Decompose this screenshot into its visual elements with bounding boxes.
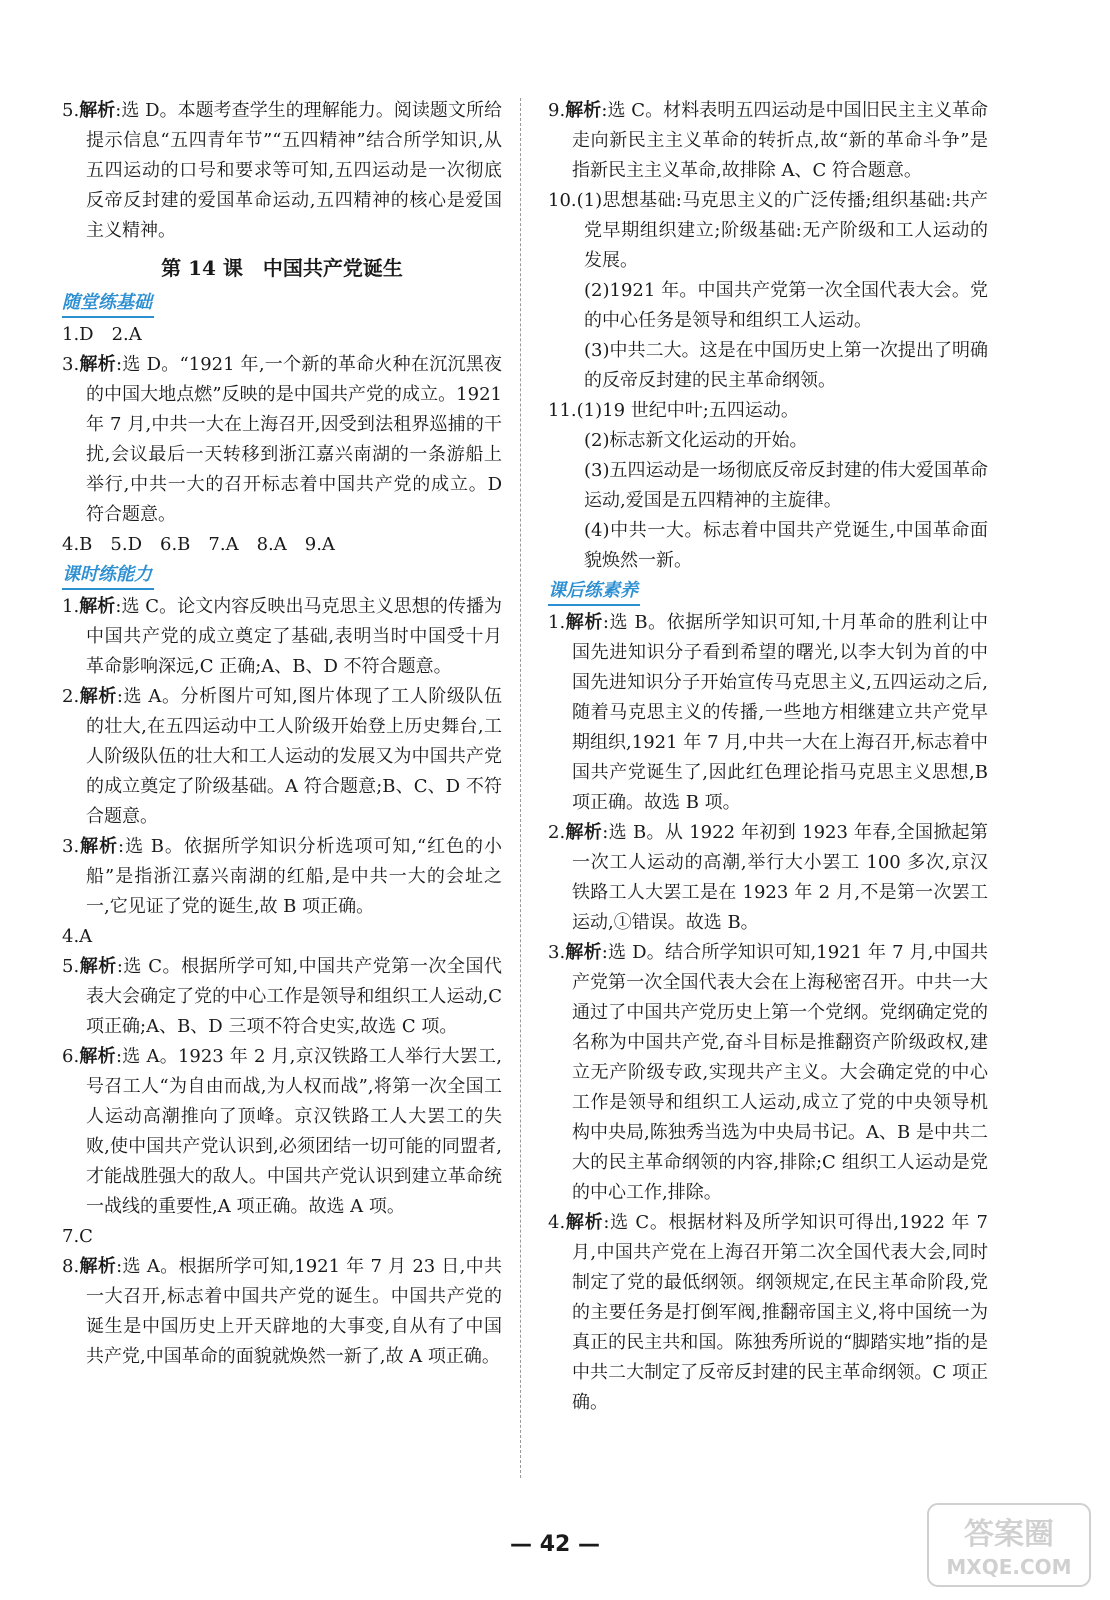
answer-b11-4: (4)中共一大。标志着中国共产党诞生,中国革命面貌焕然一新。	[584, 520, 988, 571]
answers-4-9: 4.B 5.D 6.B 7.A 8.A 9.A	[62, 534, 335, 555]
answer-b10-2: (2)1921 年。中国共产党第一次全国代表大会。党的中心任务是领导和组织工人运动。	[584, 280, 988, 331]
answer-b2: 2.解析:选 A。分析图片可知,图片体现了工人阶级队伍的壮大,在五四运动中工人阶级开始登上历史舞台,工人阶级队伍的壮大和工人运动的发展又为中国共产党的成立奠定了阶级基础。A 符合题意;B、C、D 不符合题意。	[62, 686, 502, 827]
answer-b3: 3.解析:选 B。依据所学知识分析选项可知,“红色的小船”是指浙江嘉兴南湖的红船,是中共一大的会址之一,它见证了党的诞生,故 B 项正确。	[62, 836, 502, 917]
answer-c2: 2.解析:选 B。从 1922 年初到 1923 年春,全国掀起第一次工人运动的高潮,举行大小罢工 100 多次,京汉铁路工人大罢工是在 1923 年 2 月,不是第一次罢工运动,①错误。故选 B。	[548, 822, 989, 933]
lesson-title: 第 14 课 中国共产党诞生	[161, 256, 403, 280]
answers-1-2: 1.D 2.A	[62, 324, 142, 345]
answer-b11-3: (3)五四运动是一场彻底反帝反封建的伟大爱国革命运动,爱国是五四精神的主旋律。	[584, 460, 988, 511]
answer-b10-3: (3)中共二大。这是在中国历史上第一次提出了明确的反帝反封建的民主革命纲领。	[584, 340, 988, 391]
answer-c4: 4.解析:选 C。根据材料及所学知识可得出,1922 年 7 月,中国共产党在上海召开第二次全国代表大会,同时制定了党的最低纲领。纲领规定,在民主革命阶段,党的主要任务是打倒军阀,推翻帝国主义,将中国统一为真正的民主共和国。陈独秀所说的“脚踏实地”指的是中共二大制定了反帝反封建的民主革命纲领。C 项正确。	[548, 1212, 989, 1413]
answer-b5: 5.解析:选 C。根据所学可知,中国共产党第一次全国代表大会确定了党的中心工作是领导和组织工人运动,C 项正确;A、B、D 三项不符合史实,故选 C 项。	[62, 956, 502, 1037]
answer-b9: 9.解析:选 C。材料表明五四运动是中国旧民主主义革命走向新民主主义革命的转折点,故“新的革命斗争”是指新民主主义革命,故排除 A、C 符合题意。	[548, 100, 989, 181]
answer-b10-1: 10.(1)思想基础:马克思主义的广泛传播;组织基础:共产党早期组织建立;阶级基础:无产阶级和工人运动的发展。	[548, 190, 988, 271]
section-heading-practice-basics: 随堂练基础	[62, 290, 154, 318]
svg-text:答案圈: 答案圈	[964, 1517, 1054, 1552]
answer-b8: 8.解析:选 A。根据所学可知,1921 年 7 月 23 日,中共一大召开,标志着中国共产党的诞生。中国共产党的诞生是中国历史上开天辟地的大事变,自从有了中国共产党,中国革命的面貌就焕然一新了,故 A 项正确。	[62, 1256, 502, 1367]
answer-b1: 1.解析:选 C。论文内容反映出马克思主义思想的传播为中国共产党的成立奠定了基础,表明当时中国受十月革命影响深远,C 正确;A、B、D 不符合题意。	[62, 596, 503, 677]
right-column	[548, 96, 988, 1418]
answer-b7: 7.C	[62, 1226, 93, 1247]
page-number: — 42 —	[510, 1532, 600, 1557]
section-heading-lesson-ability: 课时练能力	[62, 562, 154, 590]
answer-b4: 4.A	[62, 926, 93, 947]
answer-c3: 3.解析:选 D。结合所学知识可知,1921 年 7 月,中国共产党第一次全国代表大会在上海秘密召开。中共一大通过了中国共产党历史上第一个党纲。党纲确定党的名称为中国共产党,奋斗目标是推翻资产阶级政权,建立无产阶级专政,实现共产主义。大会确定党的中心工作是领导和组织工人运动,成立了党的中央领导机构中央局,陈独秀当选为中央局书记。A、B 是中共二大的民主革命纲领的内容,排除;C 组织工人运动是党的中心工作,排除。	[548, 942, 988, 1203]
answer-b6: 6.解析:选 A。1923 年 2 月,京汉铁路工人举行大罢工,号召工人“为自由而战,为人权而战”,将第一次全国工人运动高潮推向了顶峰。京汉铁路工人大罢工的失败,使中国共产党认识到,必须团结一切可能的同盟者,才能战胜强大的敌人。中国共产党认识到建立革命统一战线的重要性,A 项正确。故选 A 项。	[62, 1046, 503, 1217]
watermark-logo	[924, 1500, 1094, 1590]
answer-c1: 1.解析:选 B。依据所学知识可知,十月革命的胜利让中国先进知识分子看到希望的曙光,以李大钊为首的中国先进知识分子开始宣传马克思主义,五四运动之后,随着马克思主义的传播,一些地方相继建立共产党早期组织,1921 年 7 月,中共一大在上海召开,标志着中国共产党诞生了,因此红色理论指马克思主义思想,B 项正确。故选 B 项。	[548, 612, 989, 813]
column-divider	[520, 98, 521, 1478]
svg-text:MXQE.COM: MXQE.COM	[946, 1555, 1072, 1579]
left-column	[62, 96, 502, 1372]
answer-b11-1: 11.(1)19 世纪中叶;五四运动。	[548, 400, 799, 421]
answer-5-prev: 5.解析:选 D。本题考查学生的理解能力。阅读题文所给提示信息“五四青年节”“五四精神”结合所学知识,从五四运动的口号和要求等可知,五四运动是一次彻底反帝反封建的爱国革命运动,五四精神的核心是爱国主义精神。	[62, 100, 503, 241]
section-heading-after-class: 课后练素养	[548, 578, 640, 606]
answer-b11-2: (2)标志新文化运动的开始。	[584, 430, 808, 451]
answer-3: 3.解析:选 D。“1921 年,一个新的革命火种在沉沉黑夜的中国大地点燃”反映的是中国共产党的成立。1921 年 7 月,中共一大在上海召开,因受到法租界巡捕的干扰,会议最后一天转移到浙江嘉兴南湖的一条游船上举行,中共一大的召开标志着中国共产党的成立。D 符合题意。	[62, 354, 503, 525]
